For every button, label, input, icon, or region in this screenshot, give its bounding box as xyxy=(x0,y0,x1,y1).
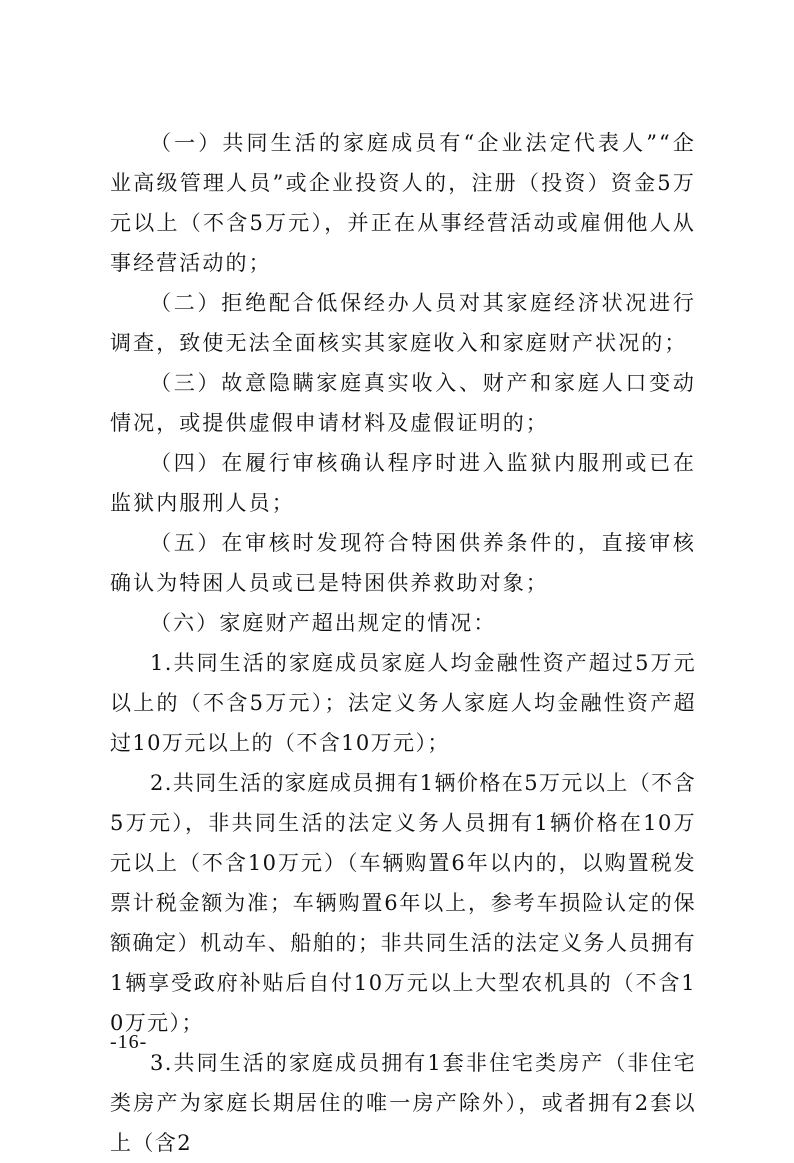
paragraph-5: （五）在审核时发现符合特困供养条件的，直接审核确认为特困人员或已是特困供养救助对象； xyxy=(110,531,696,595)
paragraph-8: 2.共同生活的家庭成员拥有1辆价格在5万元以上（不含5万元），非共同生活的法定义务人员拥有1辆价格在10万元以上（不含10万元）（车辆购置6年以内的，以购置税发票计税金额为准；车辆购置6年以上，参考车损险认定的保额确定）机动车、船舶的；非共同生活的法定义务人员拥有1辆享受政府补贴后自付10万元以上大型农机具的（不含10万元）； xyxy=(110,771,696,1035)
paragraph-6: （六）家庭财产超出规定的情况： xyxy=(150,611,497,635)
page-number: -16- xyxy=(110,1031,148,1053)
document-body xyxy=(110,123,696,1163)
paragraph-4: （四）在履行审核确认程序时进入监狱内服刑或已在监狱内服刑人员； xyxy=(110,451,696,515)
paragraph-2: （二）拒绝配合低保经办人员对其家庭经济状况进行调查，致使无法全面核实其家庭收入和家庭财产状况的； xyxy=(110,291,696,355)
paragraph-9: 3.共同生活的家庭成员拥有1套非住宅类房产（非住宅类房产为家庭长期居住的唯一房产除外），或者拥有2套以上（含2 xyxy=(110,1051,696,1155)
paragraph-1: （一）共同生活的家庭成员有“企业法定代表人”“企业高级管理人员”或企业投资人的，注册（投资）资金5万元以上（不含5万元），并正在从事经营活动或雇佣他人从事经营活动的； xyxy=(110,131,696,275)
paragraph-3: （三）故意隐瞒家庭真实收入、财产和家庭人口变动情况，或提供虚假申请材料及虚假证明的； xyxy=(110,371,696,435)
paragraph-7: 1.共同生活的家庭成员家庭人均金融性资产超过5万元以上的（不含5万元）；法定义务人家庭人均金融性资产超过10万元以上的（不含10万元）； xyxy=(110,651,696,755)
